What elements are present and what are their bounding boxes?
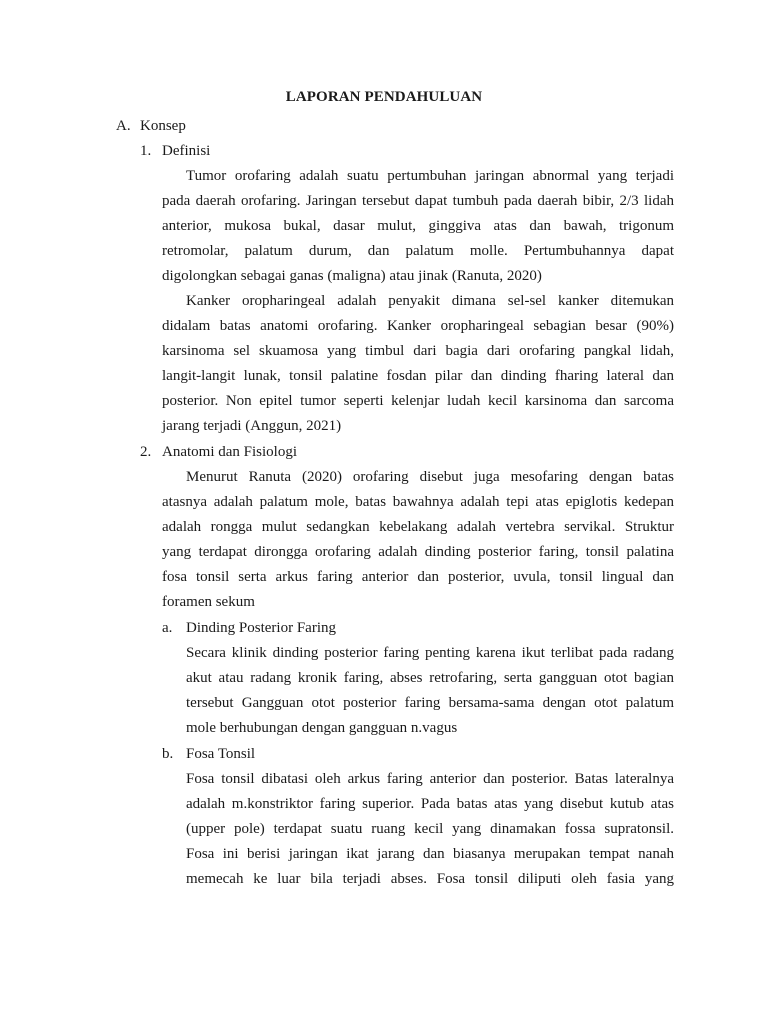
- item-2-heading: Anatomi dan Fisiologi: [162, 444, 297, 460]
- sub-a-marker: a.: [162, 620, 173, 636]
- paragraph-line: didalam batas anatomi orofaring. Kanker oropharingeal sebagian besar (90%): [162, 318, 674, 334]
- paragraph-line: foramen sekum: [162, 594, 255, 610]
- paragraph-line: Kanker oropharingeal adalah penyakit dimana sel-sel kanker ditemukan: [186, 293, 674, 309]
- paragraph-line: (upper pole) terdapat suatu ruang kecil yang dinamakan fossa supratonsil.: [186, 821, 674, 837]
- section-a-heading: Konsep: [140, 118, 186, 134]
- paragraph-line: adalah m.konstriktor faring superior. Pada batas atas yang disebut kutub atas: [186, 796, 674, 812]
- paragraph-line: langit-langit lunak, tonsil palatine fosdan pilar dan dinding fharing lateral dan: [162, 368, 674, 384]
- paragraph-line: tersebut Gangguan otot posterior faring bersama-sama dengan otot palatum: [186, 695, 674, 711]
- section-a-marker: A.: [116, 118, 131, 134]
- paragraph-line: adalah rongga mulut sedangkan kebelakang adalah vertebra servikal. Struktur: [162, 519, 674, 535]
- document-title: LAPORAN PENDAHULUAN: [285, 89, 483, 105]
- paragraph-line: akut atau radang kronik faring, abses retrofaring, serta gangguan otot bagian: [186, 670, 674, 686]
- paragraph-line: karsinoma sel skuamosa yang timbul dari bagia dari orofaring pangkal lidah,: [162, 343, 674, 359]
- paragraph-line: fosa tonsil serta arkus faring anterior dan posterior, uvula, tonsil lingual dan: [162, 569, 674, 585]
- paragraph-line: retromolar, palatum durum, dan palatum molle. Pertumbuhannya dapat: [162, 243, 674, 259]
- item-1-heading: Definisi: [162, 143, 211, 159]
- paragraph-line: mole berhubungan dengan gangguan n.vagus: [186, 720, 458, 736]
- sub-a-heading: Dinding Posterior Faring: [186, 620, 336, 636]
- sub-b-marker: b.: [162, 746, 174, 762]
- sub-b-heading: Fosa Tonsil: [186, 746, 256, 762]
- paragraph-line: Fosa ini berisi jaringan ikat jarang dan biasanya merupakan tempat nanah: [186, 846, 674, 862]
- paragraph-line: atasnya adalah palatum mole, batas bawahnya adalah tepi atas epiglotis kedepan: [162, 494, 674, 510]
- paragraph-line: Fosa tonsil dibatasi oleh arkus faring anterior dan posterior. Batas lateralnya: [186, 771, 674, 787]
- item-1-marker: 1.: [140, 143, 152, 159]
- paragraph-line: Tumor orofaring adalah suatu pertumbuhan jaringan abnormal yang terjadi: [186, 168, 674, 184]
- paragraph-line: digolongkan sebagai ganas (maligna) atau jinak (Ranuta, 2020): [162, 268, 542, 284]
- paragraph-line: anterior, mukosa bukal, dasar mulut, ginggiva atas dan bawah, trigonum: [162, 218, 674, 234]
- paragraph-line: Menurut Ranuta (2020) orofaring disebut juga mesofaring dengan batas: [186, 469, 674, 485]
- paragraph-line: posterior. Non epitel tumor seperti kelenjar ludah kecil karsinoma dan sarcoma: [162, 393, 674, 409]
- paragraph-line: yang terdapat dirongga orofaring adalah dinding posterior faring, tonsil palatina: [162, 544, 674, 560]
- paragraph-line: jarang terjadi (Anggun, 2021): [162, 418, 342, 434]
- paragraph-line: pada daerah orofaring. Jaringan tersebut dapat tumbuh pada daerah bibir, 2/3 lidah: [162, 193, 674, 209]
- item-2-marker: 2.: [140, 444, 152, 460]
- paragraph-line: Secara klinik dinding posterior faring penting karena ikut terlibat pada radang: [186, 645, 674, 661]
- paragraph-line: memecah ke luar bila terjadi abses. Fosa tonsil diliputi oleh fasia yang: [186, 871, 674, 887]
